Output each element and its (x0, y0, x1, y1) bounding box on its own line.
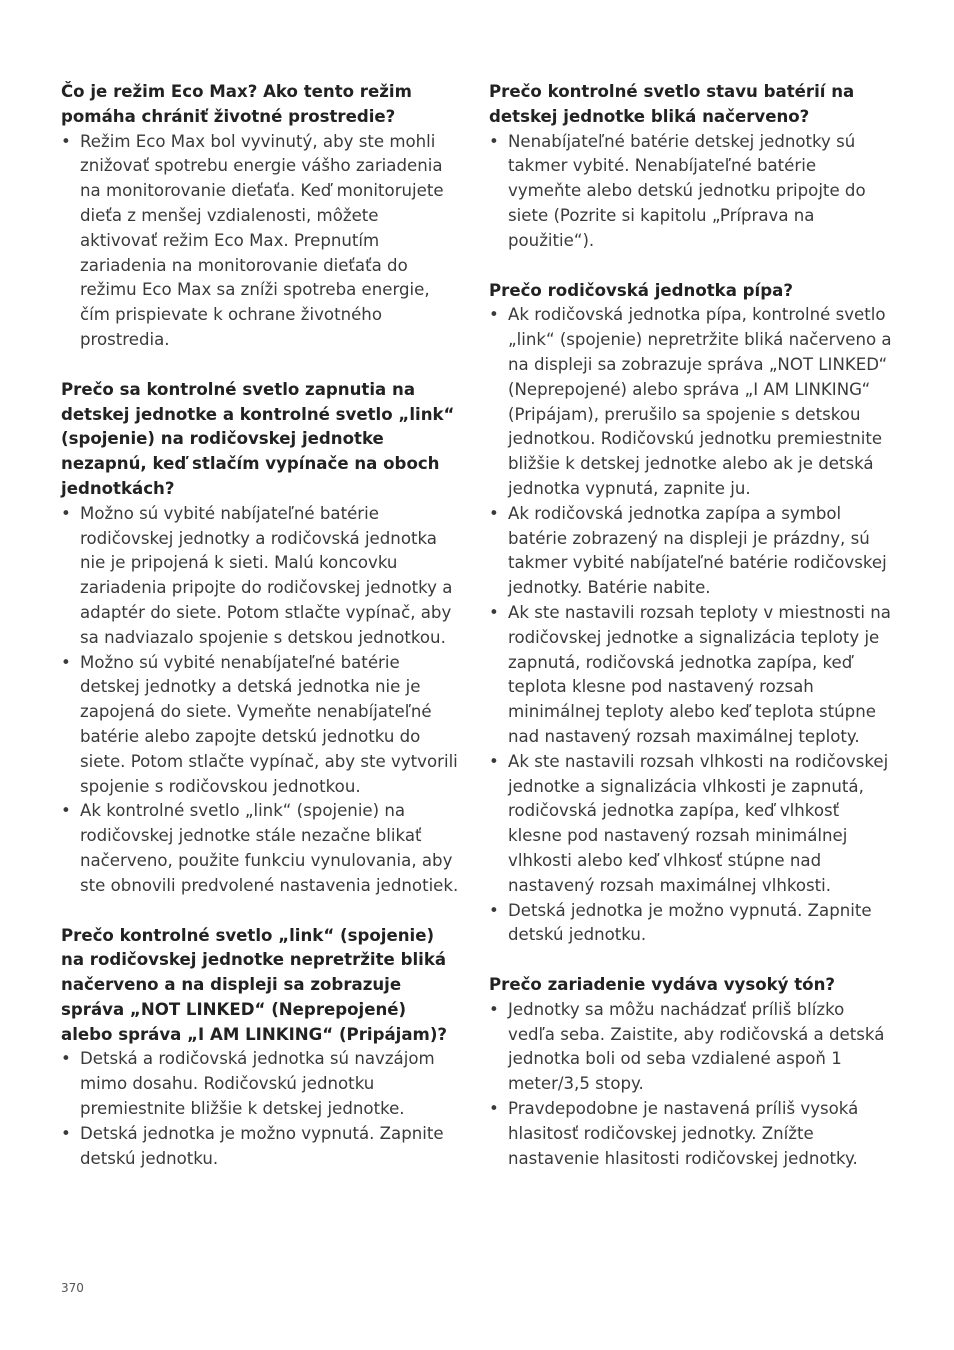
faq-answer (61, 799, 461, 898)
faq-answer-text: Ak kontrolné svetlo „link“ (spojenie) na rodičovskej jednotke stále nezačne blikať načerveno, použite funkciu vynulovania, aby ste obnovili predvolené nastavenia jednotiek. (80, 801, 459, 895)
faq-answer-text: Ak ste nastavili rozsah vlhkosti na rodičovskej jednotke a signalizácia vlhkosti je zapnutá, rodičovská jednotka zapípa, keď vlhkosť klesne pod nastavený rozsah minimálnej vlhkosti alebo keď vlhkosť stúpne nad nastavený rozsah maximálnej vlhkosti. (508, 751, 889, 895)
bullet-icon: • (489, 602, 499, 622)
bullet-icon: • (489, 751, 499, 771)
faq-answer-list (489, 998, 894, 1172)
faq-question: Prečo kontrolné svetlo „link“ (spojenie) na rodičovskej jednotke nepretržite bliká načerveno a na displeji sa zobrazuje správa „NOT LINKED“ (Neprepojené) alebo správa „I AM LINKING“ (Pripájam)? (61, 925, 448, 1044)
faq-section (61, 924, 461, 1172)
faq-question: Prečo zariadenie vydáva vysoký tón? (489, 975, 836, 995)
bullet-icon: • (61, 652, 71, 672)
faq-answer-list (61, 1047, 461, 1171)
faq-answer-text: Detská jednotka je možno vypnutá. Zapnite detskú jednotku. (80, 1123, 444, 1168)
faq-answer (489, 899, 894, 949)
faq-answer-list (61, 130, 461, 353)
page-number: 370 (61, 1281, 84, 1295)
faq-question: Prečo sa kontrolné svetlo zapnutia na detskej jednotke a kontrolné svetlo „link“ (spojenie) na rodičovskej jednotke nezapnú, keď stlačím vypínače na oboch jednotkách? (61, 379, 455, 498)
faq-section (61, 80, 461, 353)
faq-section (489, 279, 894, 949)
faq-answer (61, 1047, 461, 1121)
faq-answer (61, 651, 461, 800)
faq-answer (489, 303, 894, 501)
faq-section (489, 973, 894, 1171)
faq-question: Prečo rodičovská jednotka pípa? (489, 280, 793, 300)
faq-answer-list (489, 303, 894, 948)
faq-answer (61, 1122, 461, 1172)
faq-question: Prečo kontrolné svetlo stavu batérií na detskej jednotke bliká načerveno? (489, 82, 855, 126)
faq-section (489, 80, 894, 254)
faq-question: Čo je režim Eco Max? Ako tento režim pomáha chrániť životné prostredie? (61, 82, 412, 126)
faq-answer-text: Možno sú vybité nenabíjateľné batérie detskej jednotky a detská jednotka nie je zapojená do siete. Vymeňte nenabíjateľné batérie alebo zapojte detskú jednotku do siete. Potom stlačte vypínač, aby ste vytvorili spojenie s rodičovskou jednotkou. (80, 652, 458, 796)
faq-answer (489, 130, 894, 254)
faq-answer-text: Detská jednotka je možno vypnutá. Zapnite detskú jednotku. (508, 900, 872, 945)
faq-answer-text: Ak ste nastavili rozsah teploty v miestnosti na rodičovskej jednotke a signalizácia teploty je zapnutá, rodičovská jednotka zapípa, keď teplota klesne pod nastavený rozsah minimálnej teploty alebo keď teplota stúpne nad nastavený rozsah maximálnej teploty. (508, 602, 891, 746)
faq-answer-text: Ak rodičovská jednotka zapípa a symbol batérie zobrazený na displeji je prázdny, sú takmer vybité nabíjateľné batérie rodičovskej jednotky. Batérie nabite. (508, 503, 887, 598)
faq-answer-text: Pravdepodobne je nastavená príliš vysoká hlasitosť rodičovskej jednotky. Znížte nastavenie hlasitosti rodičovskej jednotky. (508, 1099, 859, 1168)
bullet-icon: • (489, 900, 499, 920)
bullet-icon: • (61, 503, 71, 523)
faq-answer (61, 502, 461, 651)
bullet-icon: • (61, 801, 71, 821)
bullet-icon: • (61, 131, 71, 151)
faq-answer-text: Detská a rodičovská jednotka sú navzájom mimo dosahu. Rodičovskú jednotku premiestnite bližšie k detskej jednotke. (80, 1049, 435, 1119)
faq-answer-text: Možno sú vybité nabíjateľné batérie rodičovskej jednotky a rodičovská jednotka nie je pripojená k sieti. Malú koncovku zariadenia pripojte do rodičovskej jednotky a adaptér do siete. Potom stlačte vypínač, aby sa nadviazalo spojenie s detskou jednotkou. (80, 503, 453, 647)
bullet-icon: • (489, 1099, 499, 1119)
faq-answer (489, 998, 894, 1097)
faq-answer-text: Ak rodičovská jednotka pípa, kontrolné svetlo „link“ (spojenie) nepretržite bliká načerveno a na displeji sa zobrazuje správa „NOT LINKED“ (Neprepojené) alebo správa „I AM LINKING“ (Pripájam), prerušilo sa spojenie s detskou jednotkou. Rodičovskú jednotku premiestnite bližšie k detskej jednotke alebo ak je detská jednotka vypnutá, zapnite ju. (508, 305, 892, 498)
faq-answer-text: Režim Eco Max bol vyvinutý, aby ste mohli znižovať spotrebu energie vášho zariadenia na monitorovanie dieťaťa. Keď monitorujete dieťa z menšej vzdialenosti, môžete aktivovať režim Eco Max. Prepnutím zariadenia na monitorovanie dieťaťa do režimu Eco Max sa zníži spotreba energie, čím prispievate k ochrane životného prostredia. (80, 131, 444, 349)
bullet-icon: • (489, 131, 499, 151)
faq-answer (489, 502, 894, 601)
faq-answer-list (61, 502, 461, 899)
right-column (489, 80, 894, 1196)
faq-answer-list (489, 130, 894, 254)
bullet-icon: • (61, 1049, 71, 1069)
bullet-icon: • (489, 999, 499, 1019)
left-column (61, 80, 461, 1196)
faq-answer-text: Jednotky sa môžu nachádzať príliš blízko vedľa seba. Zaistite, aby rodičovská a detská jednotka boli od seba vzdialené aspoň 1 meter/3,5 stopy. (508, 999, 885, 1094)
faq-answer (489, 601, 894, 750)
faq-answer (489, 1097, 894, 1171)
faq-answer (61, 130, 461, 353)
bullet-icon: • (489, 503, 499, 523)
faq-section (61, 378, 461, 899)
bullet-icon: • (489, 305, 499, 325)
bullet-icon: • (61, 1123, 71, 1143)
faq-answer-text: Nenabíjateľné batérie detskej jednotky sú takmer vybité. Nenabíjateľné batérie vymeňte alebo detskú jednotku pripojte do siete (Pozrite si kapitolu „Príprava na použitie“). (508, 131, 866, 250)
faq-answer (489, 750, 894, 899)
